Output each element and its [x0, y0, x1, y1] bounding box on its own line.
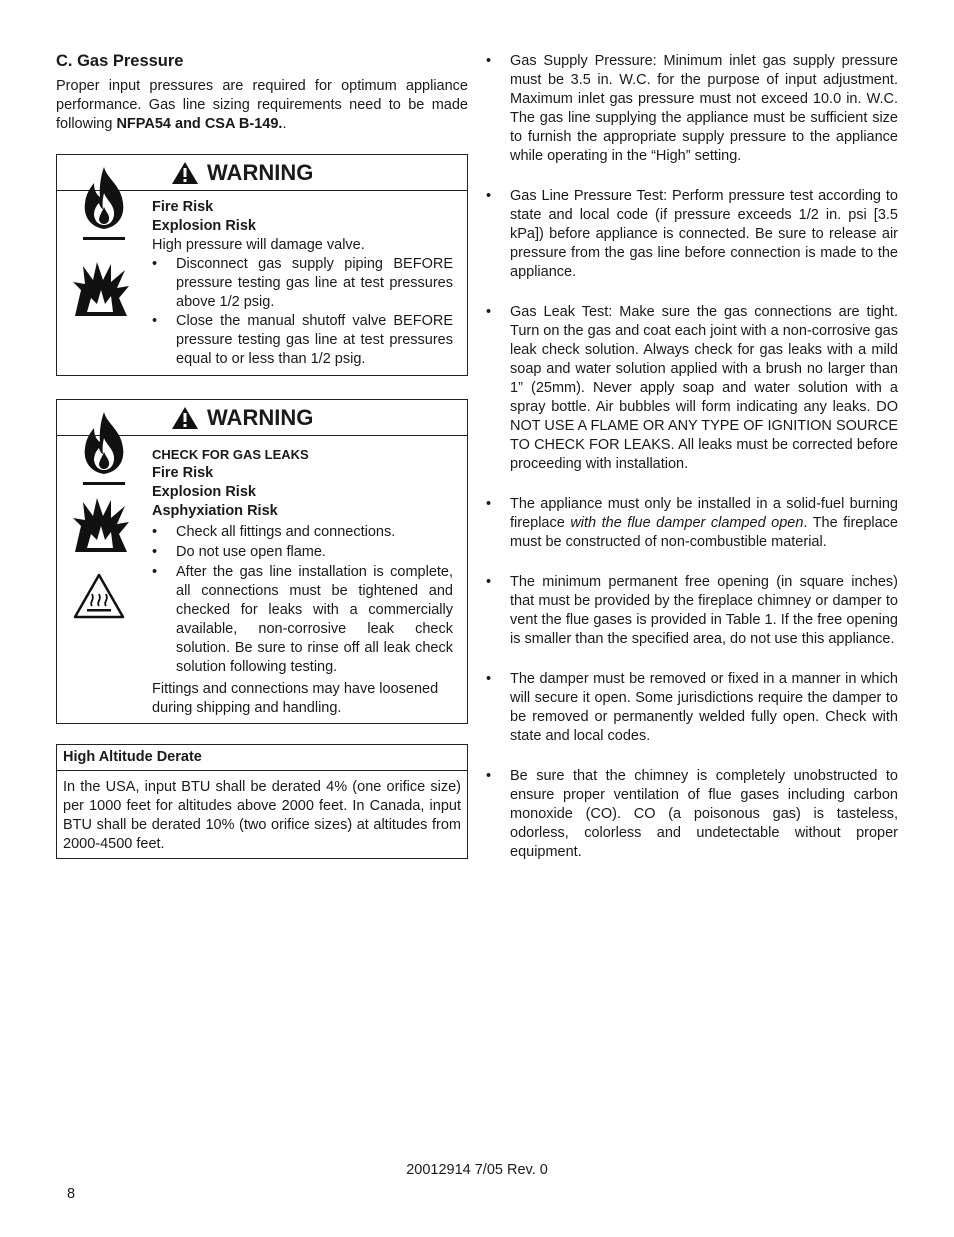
- intro-paragraph: [56, 77, 468, 134]
- list-item: • Check all fittings and connections.: [152, 523, 453, 542]
- item-text: The appliance must only be installed in a solid-fuel burning fireplace: [510, 496, 898, 531]
- explosion-icon: [71, 260, 131, 320]
- fire-icon: [77, 165, 131, 245]
- high-altitude-body: In the USA, input BTU shall be derated 4% (one orifice size) per 1000 feet for altitudes above 2000 feet. In Canada, input BTU shall be derated 10% (two orifice sizes) at altitudes from 2000-4500 feet.: [63, 779, 461, 852]
- list-item: • Close the manual shutoff valve BEFORE pressure testing gas line at test pressures equal to or less than 1/2 psig.: [152, 312, 453, 369]
- list-item: • Gas Line Pressure Test: Perform pressure test according to state and local code (if pressure exceeds 1/2 in. psi [3.5 kPa]) before appliance is connected. Be sure to release air pressure from the gas line before connection is made to the appliance.: [486, 187, 898, 282]
- warning-box-gas-leaks: [56, 399, 468, 724]
- intro-end: .: [282, 116, 287, 132]
- list-item: • Gas Leak Test: Make sure the gas connections are tight. Turn on the gas and coat each joint with a non-corrosive gas leak check solution. Always check for gas leaks with a mild soap and water solution applied with a brush no larger than 1” (25mm). Never apply soap and water solution with a spray bottle. Air bubbles will form indicating any leaks. DO NOT USE A FLAME OR ANY TYPE OF IGNITION SOURCE TO CHECK FOR LEAKS. All leaks must be corrected before proceeding with installation.: [486, 303, 898, 474]
- list-item: • Be sure that the chimney is completely unobstructed to ensure proper ventilation of flue gases including carbon monoxide (CO). CO (a poisonous gas) is tasteless, odorless, colorless and undetectable without proper equipment.: [486, 767, 898, 862]
- list-item: • After the gas line installation is complete, all connections must be tightened and checked for leaks with a commercially available, non-corrosive leak check solution. Be sure to rinse off all leak check solution following testing.: [152, 563, 453, 677]
- requirements-list: [486, 52, 898, 862]
- left-column: [56, 52, 468, 859]
- warning-heading: CHECK FOR GAS LEAKS: [152, 447, 309, 462]
- list-item: [486, 495, 898, 552]
- document-id: 20012914 7/05 Rev. 0: [406, 1162, 548, 1178]
- section-title: C. Gas Pressure: [56, 52, 184, 70]
- risk-fire: Fire Risk: [152, 199, 214, 215]
- hot-surface-icon: [72, 572, 126, 620]
- warning-statement: High pressure will damage valve.: [152, 237, 365, 253]
- intro-standards: NFPA54 and CSA B-149.: [116, 116, 283, 132]
- warning-title: WARNING: [207, 159, 314, 185]
- list-item: • The minimum permanent free opening (in square inches) that must be provided by the fireplace chimney or damper to vent the flue gases is provided in Table 1. If the free opening is smaller than the specified area, do not use this appliance.: [486, 573, 898, 649]
- list-item: • The damper must be removed or fixed in a manner in which will secure it open. Some jurisdictions require the damper to be removed or permanently welded fully open. Check with state and local codes.: [486, 670, 898, 746]
- page-number: 8: [67, 1186, 76, 1202]
- warning-title: WARNING: [207, 404, 314, 430]
- list-item: • Do not use open flame.: [152, 543, 453, 562]
- risk-fire: Fire Risk: [152, 465, 214, 481]
- explosion-icon: [71, 496, 131, 556]
- high-altitude-title: High Altitude Derate: [57, 745, 467, 771]
- warning-box-pressure: [56, 154, 468, 376]
- warning-bullet-list: [152, 523, 453, 677]
- high-altitude-box: [56, 744, 468, 859]
- warning-triangle-icon: [171, 161, 199, 185]
- list-item: • Gas Supply Pressure: Minimum inlet gas supply pressure must be 3.5 in. W.C. for the purpose of input adjustment. Maximum inlet gas pressure must not exceed 10.0 in. W.C. The gas line supplying the appliance must be sufficient size to furnish the appropriate supply pressure to the appliance while operating in the “High” setting.: [486, 52, 898, 166]
- warning-bullet-list: [152, 255, 453, 369]
- warning-triangle-icon: [171, 406, 199, 430]
- fire-icon: [77, 410, 131, 490]
- risk-explosion: Explosion Risk: [152, 484, 256, 500]
- list-item: • Disconnect gas supply piping BEFORE pressure testing gas line at test pressures above 1/2 psig.: [152, 255, 453, 312]
- risk-explosion: Explosion Risk: [152, 218, 256, 234]
- risk-asphyxiation: Asphyxiation Risk: [152, 503, 278, 519]
- warning-note: Fittings and connections may have loosened during shipping and handling.: [152, 681, 439, 716]
- item-emphasis: with the flue damper clamped open: [570, 515, 804, 531]
- item-text: . The fireplace must be constructed of non-combustible material.: [510, 515, 898, 550]
- right-column: [486, 52, 898, 883]
- intro-text: Proper input pressures are required for optimum appliance performance. Gas line sizing requirements need to be made following: [56, 78, 468, 132]
